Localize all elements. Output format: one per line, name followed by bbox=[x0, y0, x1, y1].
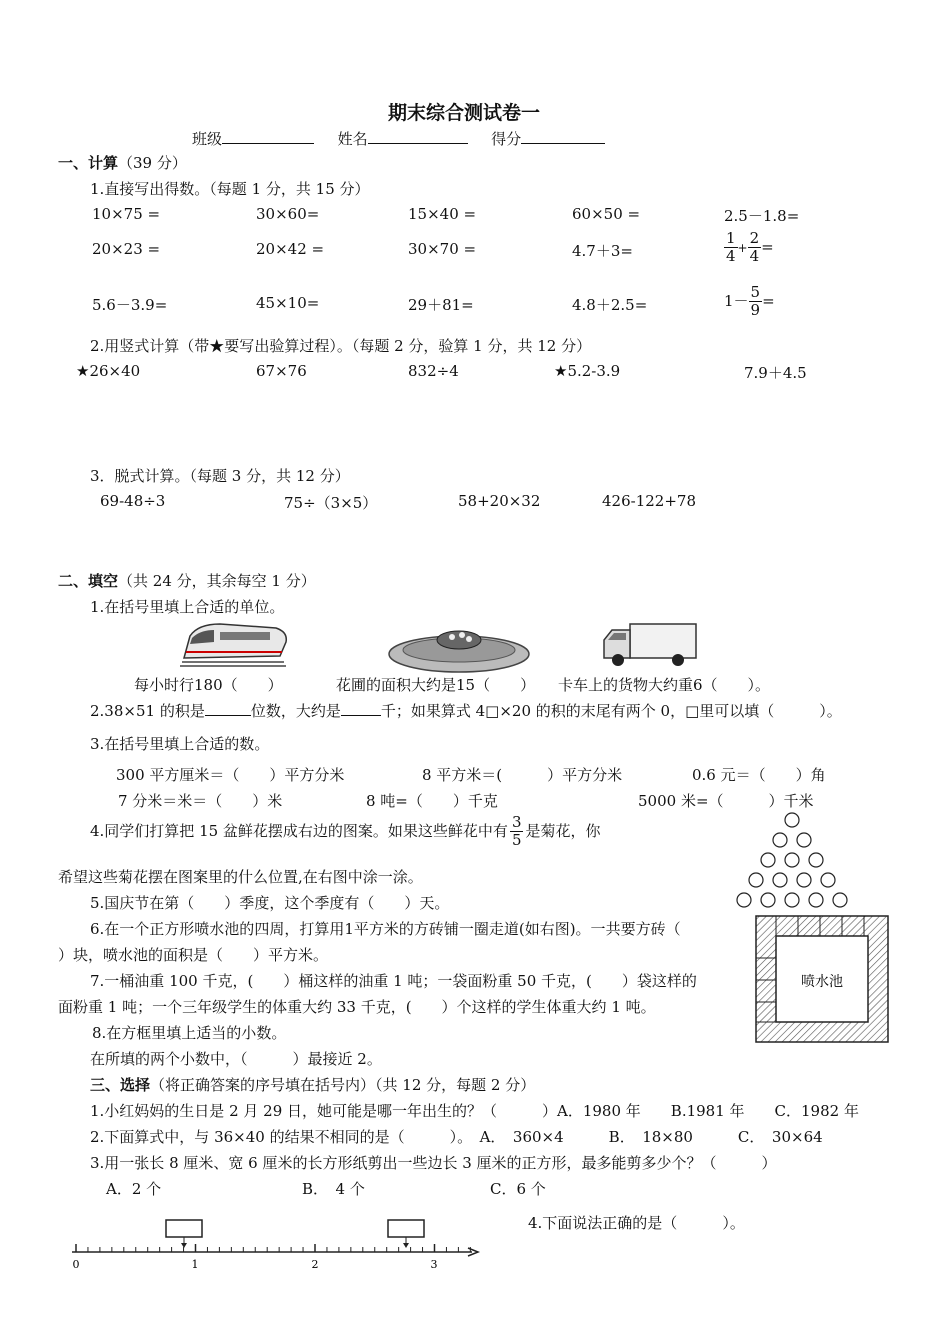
answer-box-2[interactable] bbox=[388, 1220, 424, 1237]
flower-circle[interactable] bbox=[737, 893, 751, 907]
flower-circle[interactable] bbox=[833, 893, 847, 907]
conversion-item: 8 吨=（ ）千克 bbox=[366, 792, 498, 810]
calc-item: 15×40 = bbox=[408, 205, 477, 223]
vertical-calc-item: ★5.2-3.9 bbox=[554, 362, 621, 380]
flower-circle[interactable] bbox=[797, 873, 811, 887]
s2-q1-title: 1.在括号里填上合适的单位。 bbox=[90, 598, 285, 616]
flower-circle[interactable] bbox=[761, 893, 775, 907]
score-field[interactable] bbox=[521, 129, 605, 144]
s3-q3-option: A．2 个 bbox=[106, 1180, 162, 1198]
header-info bbox=[192, 128, 605, 149]
section3-heading: 三、选择（将正确答案的序号填在括号内）（共 12 分，每题 2 分） bbox=[90, 1076, 536, 1094]
s3-q3-option: B． 4 个 bbox=[302, 1180, 365, 1198]
s2-q4-cont: 希望这些菊花摆在图案里的什么位置,在右图中涂一涂。 bbox=[58, 868, 423, 886]
unit-caption: 每小时行180（ ） bbox=[134, 676, 283, 694]
vertical-calc-item: 7.9＋4.5 bbox=[744, 364, 807, 382]
tick-label: 1 bbox=[191, 1258, 199, 1271]
flower-circle[interactable] bbox=[773, 873, 787, 887]
mixed-calc-item: 426-122+78 bbox=[602, 492, 696, 510]
s3-q4: 4.下面说法正确的是（ ）。 bbox=[528, 1214, 745, 1232]
vertical-calc-item: ★26×40 bbox=[76, 362, 141, 380]
s2-q7-b: 面粉重 1 吨；一个三年级学生的体重大约 33 千克，( ）个这样的学生体重大约 1 吨。 bbox=[58, 998, 656, 1016]
flower-circle[interactable] bbox=[821, 873, 835, 887]
calc-item: 2.5－1.8= bbox=[724, 207, 800, 225]
calc-item: 20×42 = bbox=[256, 240, 325, 258]
calc-item: 60×50 = bbox=[572, 205, 641, 223]
class-field[interactable] bbox=[222, 129, 314, 144]
s3-q3: 3.用一张长 8 厘米、宽 6 厘米的长方形纸剪出一些边长 3 厘米的正方形，最多能剪多少个？（ ） bbox=[90, 1154, 777, 1172]
section2-heading: 二、填空（共 24 分，其余每空 1 分） bbox=[58, 572, 316, 590]
calc-item: 4.8＋2.5= bbox=[572, 296, 648, 314]
s2-q8-a: 8.在方框里填上适当的小数。 bbox=[92, 1024, 287, 1042]
flowerbed-image bbox=[384, 626, 534, 674]
calc-item: 10×75 = bbox=[92, 205, 161, 223]
calc-item: 30×60= bbox=[256, 205, 320, 223]
vertical-calc-item: 832÷4 bbox=[408, 362, 459, 380]
fraction-diff: 1－ $\frac{5}{9}$ = bbox=[724, 283, 775, 320]
name-field[interactable] bbox=[368, 129, 468, 144]
conversion-item: 300 平方厘米＝（ ）平方分米 bbox=[116, 766, 345, 784]
name-label: 姓名 bbox=[337, 130, 368, 148]
s2-q2: 2.38×51 的积是 位数，大约是 千；如果算式 4□×20 的积的末尾有两个 0，□里可以填（ ）。 bbox=[90, 702, 842, 720]
tick-label: 2 bbox=[311, 1258, 319, 1271]
fraction-sum: $\frac{1}{4}$ + $\frac{2}{4}$ = bbox=[726, 229, 774, 266]
tick-label: 3 bbox=[430, 1258, 438, 1271]
calc-item: 30×70 = bbox=[408, 240, 477, 258]
train-image bbox=[180, 618, 290, 670]
mixed-calc-item: 69-48÷3 bbox=[100, 492, 166, 510]
section1-heading: 一、计算（39 分） bbox=[58, 154, 187, 172]
s3-q3-option: C．6 个 bbox=[490, 1180, 546, 1198]
calc-item: 29＋81= bbox=[408, 296, 474, 314]
flower-circle[interactable] bbox=[785, 853, 799, 867]
s2-q7-a: 7.一桶油重 100 千克，( ）桶这样的油重 1 吨；一袋面粉重 50 千克，( ）袋这样的 bbox=[90, 972, 697, 990]
digits-blank[interactable] bbox=[205, 701, 251, 716]
s1-q3-title: 3．脱式计算。（每题 3 分，共 12 分） bbox=[90, 467, 350, 485]
conversion-item: 0.6 元＝（ ）角 bbox=[692, 766, 826, 784]
s2-q8-b: 在所填的两个小数中，（ ）最接近 2。 bbox=[90, 1050, 382, 1068]
s3-q1: 1.小红妈妈的生日是 2 月 29 日，她可能是哪一年出生的？（ ）A．1980 年 B.1981 年 C．1982 年 bbox=[90, 1102, 859, 1120]
s2-q3-title: 3.在括号里填上合适的数。 bbox=[90, 735, 270, 753]
s2-q4: 4.同学们打算把 15 盆鲜花摆成右边的图案。如果这些鲜花中有 $\frac{3}{5}$ 是菊花，你 bbox=[90, 813, 601, 850]
calc-item: 20×23 = bbox=[92, 240, 161, 258]
page-title: 期末综合测试卷一 bbox=[388, 102, 541, 124]
score-label: 得分 bbox=[491, 130, 522, 148]
flower-circle[interactable] bbox=[773, 833, 787, 847]
s2-q5: 5.国庆节在第（ ）季度，这个季度有（ ）天。 bbox=[90, 894, 450, 912]
flower-circle[interactable] bbox=[809, 853, 823, 867]
tick-label: 0 bbox=[72, 1258, 80, 1271]
flower-circle[interactable] bbox=[797, 833, 811, 847]
s3-q2: 2.下面算式中，与 36×40 的结果不相同的是（ ）。 A． 360×4 B． 18×80 C． 30×64 bbox=[90, 1128, 823, 1146]
flower-circle[interactable] bbox=[749, 873, 763, 887]
flower-pattern bbox=[696, 808, 888, 908]
conversion-item: 5000 米=（ ）千米 bbox=[638, 792, 814, 810]
flower-circle[interactable] bbox=[785, 893, 799, 907]
s2-q6-a: 6.在一个正方形喷水池的四周，打算用1平方米的方砖铺一圈走道(如右图)。一共要方砖（ bbox=[90, 920, 681, 938]
answer-box-1[interactable] bbox=[166, 1220, 202, 1237]
calc-item: 5.6－3.9= bbox=[92, 296, 168, 314]
fountain-diagram bbox=[754, 914, 890, 1044]
s1-q1-title: 1.直接写出得数。（每题 1 分，共 15 分） bbox=[90, 180, 370, 198]
unit-caption: 卡车上的货物大约重6（ ）。 bbox=[558, 676, 771, 694]
mixed-calc-item: 75÷（3×5） bbox=[284, 494, 378, 512]
flower-circle[interactable] bbox=[761, 853, 775, 867]
class-label: 班级 bbox=[192, 130, 223, 148]
s2-q6-b: ）块，喷水池的面积是（ ）平方米。 bbox=[58, 946, 329, 964]
calc-item: 45×10= bbox=[256, 294, 320, 312]
unit-caption: 花圃的面积大约是15（ ） bbox=[336, 676, 536, 694]
truck-image bbox=[600, 620, 700, 670]
conversion-item: 7 分米＝米＝（ ）米 bbox=[118, 792, 283, 810]
flower-circle[interactable] bbox=[785, 813, 799, 827]
flower-circle[interactable] bbox=[809, 893, 823, 907]
approx-blank[interactable] bbox=[341, 701, 381, 716]
pool-label: 喷水池 bbox=[801, 974, 843, 990]
mixed-calc-item: 58+20×32 bbox=[458, 492, 541, 510]
s1-q2-title: 2.用竖式计算（带★要写出验算过程）。（每题 2 分，验算 1 分，共 12 分） bbox=[90, 337, 592, 355]
vertical-calc-item: 67×76 bbox=[256, 362, 307, 380]
conversion-item: 8 平方米＝( ）平方分米 bbox=[422, 766, 623, 784]
number-line bbox=[64, 1218, 484, 1274]
calc-item: 4.7＋3= bbox=[572, 242, 633, 260]
